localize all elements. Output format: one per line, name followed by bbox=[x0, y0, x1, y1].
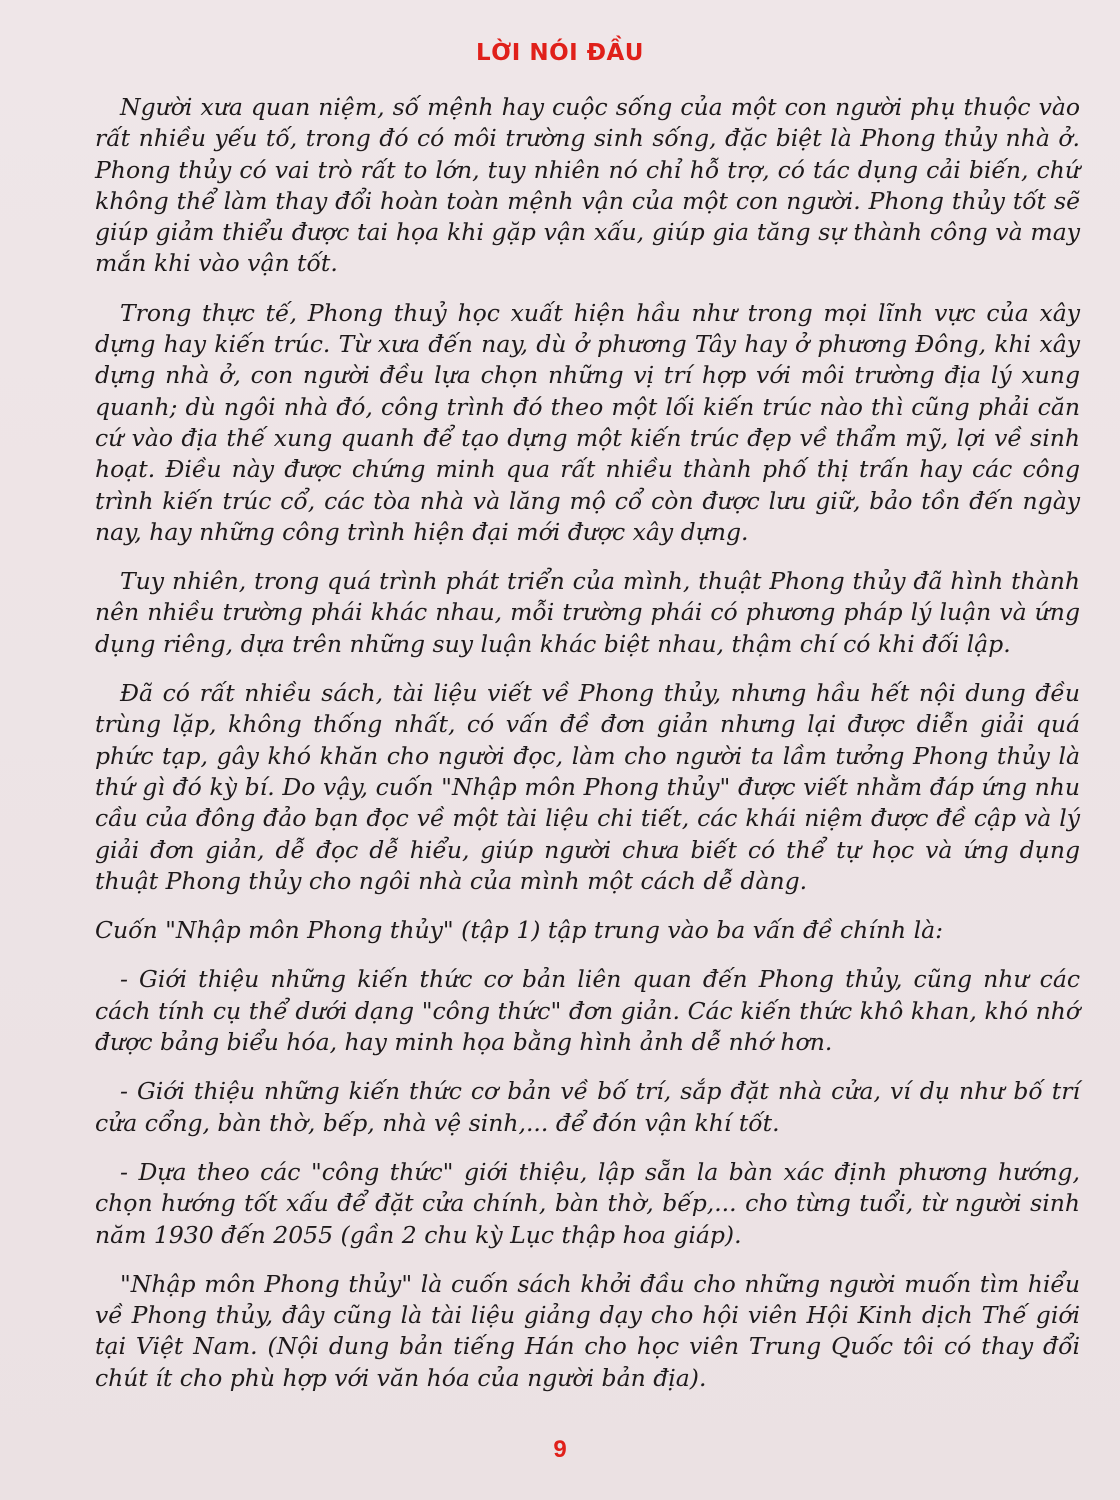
list-item-1: - Giới thiệu những kiến thức cơ bản liên quan đến Phong thủy, cũng như các cách tính cụ thể dưới dạng "công thức" đơn giản. Các kiến thức khô khan, khó nhớ được bảng biểu hóa, hay minh họa bằng hình ảnh dễ nhớ hơn. bbox=[95, 965, 1080, 1057]
page-title: LỜI NÓI ĐẦU bbox=[476, 40, 644, 66]
paragraph-closing: "Nhập môn Phong thủy" là cuốn sách khởi đầu cho những người muốn tìm hiểu về Phong thủy, đây cũng là tài liệu giảng dạy cho hội viên Hội Kinh dịch Thế giới tại Việt Nam. (Nội dung bản tiếng Hán cho học viên Trung Quốc tôi có thay đổi chút ít cho phù hợp với văn hóa của người bản địa). bbox=[95, 1269, 1080, 1392]
paragraph-2: Trong thực tế, Phong thuỷ học xuất hiện hầu như trong mọi lĩnh vực của xây dựng hay kiến trúc. Từ xưa đến nay, dù ở phương Tây hay ở phương Đông, khi xây dựng nhà ở, con người đều lựa chọn những vị trí hợp với môi trường địa lý xung quanh; dù ngôi nhà đó, công trình đó theo một lối kiến trúc nào thì cũng phải căn cứ vào địa thế xung quanh để tạo dựng một kiến trúc đẹp về thẩm mỹ, lợi về sinh hoạt. Điều này được chứng minh qua rất nhiều thành phố thị trấn hay các công trình kiến trúc cổ, các tòa nhà và lăng mộ cổ còn được lưu giữ, bảo tồn đến ngày nay, hay những công trình hiện đại mới được xây dựng. bbox=[95, 298, 1080, 546]
paragraph-3: Tuy nhiên, trong quá trình phát triển của mình, thuật Phong thủy đã hình thành nên nhiều trường phái khác nhau, mỗi trường phái có phương pháp lý luận và ứng dụng riêng, dựa trên những suy luận khác biệt nhau, thậm chí có khi đối lập. bbox=[95, 567, 1080, 658]
paragraph-1: Người xưa quan niệm, số mệnh hay cuộc sống của một con người phụ thuộc vào rất nhiều yếu tố, trong đó có môi trường sinh sống, đặc biệt là Phong thủy nhà ở. Phong thủy có vai trò rất to lớn, tuy nhiên nó chỉ hỗ trợ, có tác dụng cải biến, chứ không thể làm thay đổi hoàn toàn mệnh vận của một con người. Phong thủy tốt sẽ giúp giảm thiểu được tai họa khi gặp vận xấu, giúp gia tăng sự thành công và may mắn khi vào vận tốt. bbox=[95, 93, 1080, 278]
body-text bbox=[95, 92, 1080, 1412]
paragraph-5: Cuốn "Nhập môn Phong thủy" (tập 1) tập trung vào ba vấn đề chính là: bbox=[95, 916, 944, 945]
list-item-2: - Giới thiệu những kiến thức cơ bản về bố trí, sắp đặt nhà cửa, ví dụ như bố trí cửa cổng, bàn thờ, bếp, nhà vệ sinh,... để đón vận khí tốt. bbox=[95, 1077, 1080, 1137]
paragraph-4: Đã có rất nhiều sách, tài liệu viết về Phong thủy, nhưng hầu hết nội dung đều trùng lặp, không thống nhất, có vấn đề đơn giản nhưng lại được diễn giải quá phức tạp, gây khó khăn cho người đọc, làm cho người ta lầm tưởng Phong thủy là thứ gì đó kỳ bí. Do vậy, cuốn "Nhập môn Phong thủy" được viết nhằm đáp ứng nhu cầu của đông đảo bạn đọc về một tài liệu chi tiết, các khái niệm được đề cập và lý giải đơn giản, dễ đọc dễ hiểu, giúp người chưa biết có thể tự học và ứng dụng thuật Phong thủy cho ngôi nhà của mình một cách dễ dàng. bbox=[95, 679, 1080, 895]
list-item-3: - Dựa theo các "công thức" giới thiệu, lập sẵn la bàn xác định phương hướng, chọn hướng tốt xấu để đặt cửa chính, bàn thờ, bếp,... cho từng tuổi, từ người sinh năm 1930 đến 2055 (gần 2 chu kỳ Lục thập hoa giáp). bbox=[95, 1157, 1080, 1249]
page-number: 9 bbox=[553, 1436, 567, 1463]
